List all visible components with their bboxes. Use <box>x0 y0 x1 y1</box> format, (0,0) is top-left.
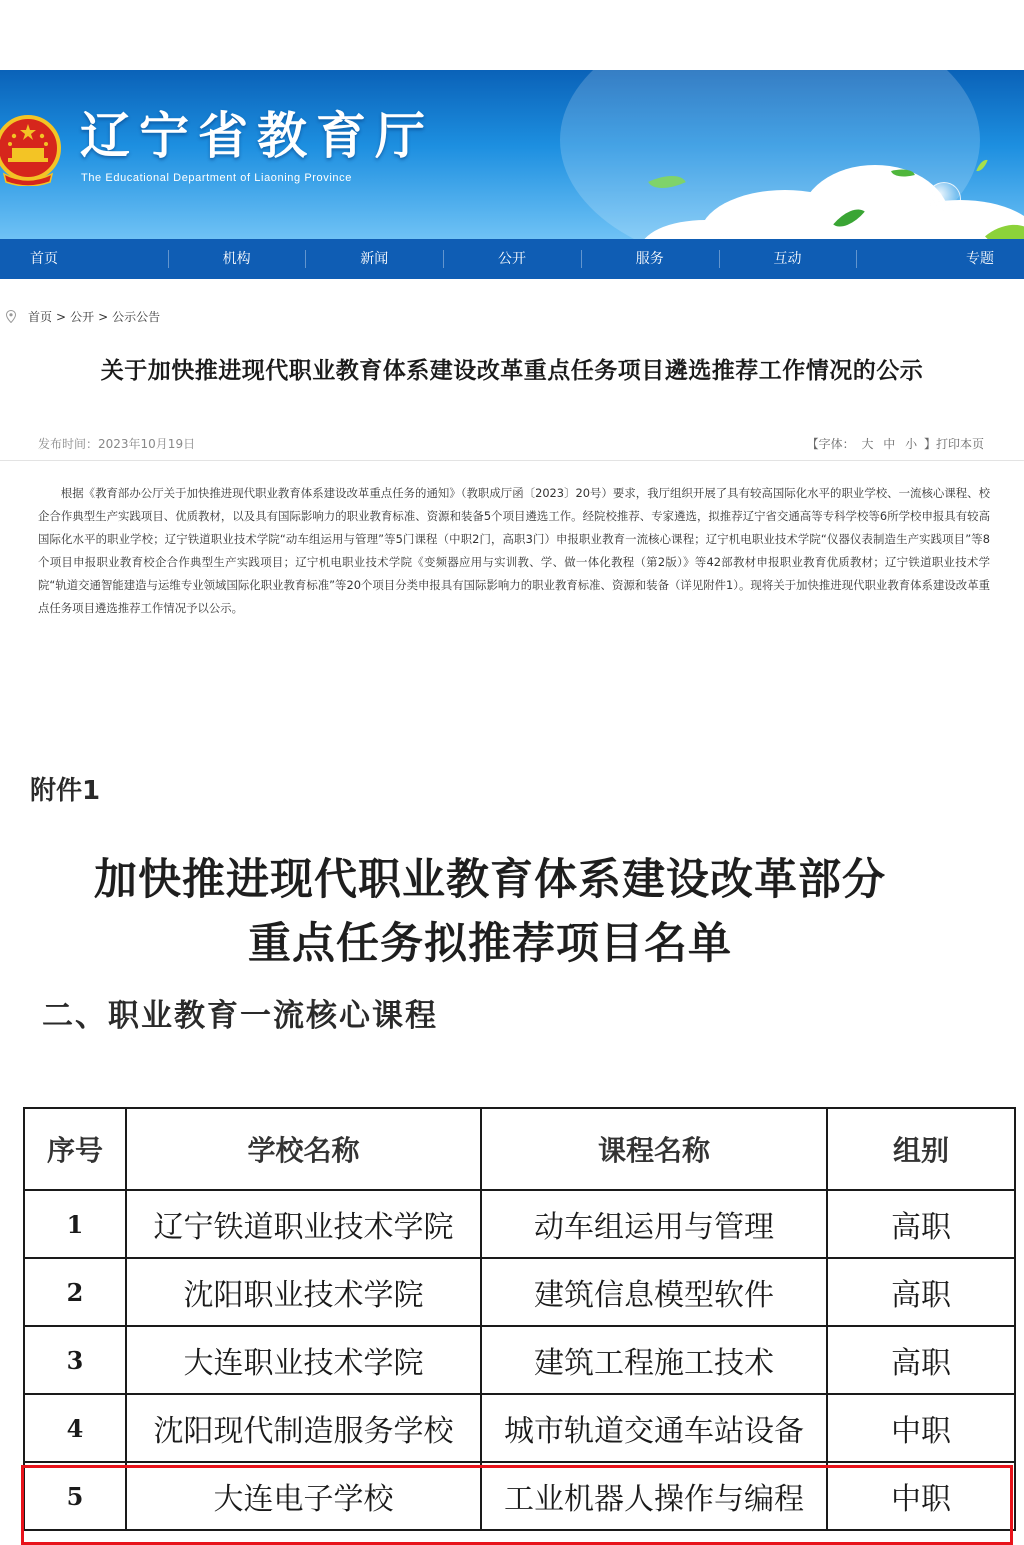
article-title: 关于加快推进现代职业教育体系建设改革重点任务项目遴选推荐工作情况的公示 <box>100 358 924 384</box>
publish-time: 发布时间：2023年10月19日 <box>38 437 196 451</box>
font-small-button[interactable]: 小 <box>905 437 918 451</box>
header-course: 课程名称 <box>481 1108 827 1190</box>
row-course: 城市轨道交通车站设备 <box>481 1394 827 1462</box>
row-no: 1 <box>24 1190 126 1258</box>
header-no: 序号 <box>24 1108 126 1190</box>
divider <box>0 460 1024 461</box>
row-course: 建筑工程施工技术 <box>481 1326 827 1394</box>
article-body: 根据《教育部办公厅关于加快推进现代职业教育体系建设改革重点任务的通知》（教职成厅函〔2023〕20号）要求，我厅组织开展了具有较高国际化水平的职业学校、一流核心课程、校企合作典型生产实践项目、优质教材，以及具有国际影响力的职业教育标准、资源和装备5个项目遴选工作。经院校推荐、专家遴选，拟推荐辽宁省交通高等专科学校等6所学校申报具有较高国际化水平的职业学校；辽宁铁道职业技术学院“动车组运用与管理”等5门课程（中职2门，高职3门）申报职业教育一流核心课程；辽宁机电职业技术学院“仪器仪表制造生产实践项目”等8个项目申报职业教育校企合作典型生产实践项目；辽宁机电职业技术学院《变频器应用与实训教、学、做一体化教程（第2版）》等42部教材申报职业教育优质教材；辽宁铁道职业技术学院“轨道交通智能建造与运维专业领域国际化职业教育标准”等20个项目分类申报具有国际影响力的职业教育标准、资源和装备（详见附件1）。现将关于加快推进现代职业教育体系建设改革重点任务项目遴选推荐工作情况予以公示。 <box>38 486 990 615</box>
location-pin-icon <box>6 310 16 323</box>
table-row <box>24 1190 1015 1258</box>
nav-home[interactable]: 首页 <box>30 251 58 267</box>
section-heading: 二、职业教育一流核心课程 <box>42 998 438 1034</box>
print-page-button[interactable]: 】打印本页 <box>923 437 984 451</box>
national-emblem-icon <box>0 114 62 186</box>
table-row <box>24 1258 1015 1326</box>
row-school: 沈阳现代制造服务学校 <box>126 1394 481 1462</box>
nav-news[interactable]: 新闻 <box>305 239 443 279</box>
row-course: 工业机器人操作与编程 <box>481 1462 827 1530</box>
site-banner <box>0 70 1024 239</box>
breadcrumb-announcements[interactable]: 公示公告 <box>112 310 161 324</box>
row-no: 5 <box>24 1462 126 1530</box>
breadcrumb <box>6 308 160 325</box>
breadcrumb-home[interactable]: 首页 <box>28 310 53 324</box>
bubble-decoration-icon <box>927 182 961 216</box>
row-no: 4 <box>24 1394 126 1462</box>
row-group: 中职 <box>827 1462 1015 1530</box>
breadcrumb-separator: > <box>56 309 67 324</box>
row-course: 动车组运用与管理 <box>481 1190 827 1258</box>
row-group: 高职 <box>827 1326 1015 1394</box>
table-row <box>24 1394 1015 1462</box>
row-school: 大连职业技术学院 <box>126 1326 481 1394</box>
attachment-title-line1: 加快推进现代职业教育体系建设改革部分 <box>94 855 886 905</box>
row-no: 3 <box>24 1326 126 1394</box>
nav-public[interactable]: 公开 <box>443 239 581 279</box>
font-label: 【字体： <box>806 437 855 451</box>
nav-interaction[interactable]: 互动 <box>719 239 857 279</box>
row-school: 大连电子学校 <box>126 1462 481 1530</box>
header-school: 学校名称 <box>126 1108 481 1190</box>
nav-services[interactable]: 服务 <box>581 239 719 279</box>
row-group: 高职 <box>827 1258 1015 1326</box>
font-large-button[interactable]: 大 <box>861 437 874 451</box>
header-group: 组别 <box>827 1108 1015 1190</box>
site-title: 辽宁省教育厅 <box>80 107 434 165</box>
breadcrumb-separator: > <box>98 309 109 324</box>
row-group: 高职 <box>827 1190 1015 1258</box>
row-no: 2 <box>24 1258 126 1326</box>
main-nav <box>0 239 1024 279</box>
attachment-title <box>0 848 980 976</box>
attachment-label: 附件1 <box>30 776 101 806</box>
article-meta <box>38 435 984 452</box>
row-group: 中职 <box>827 1394 1015 1462</box>
leaf-decoration-icon <box>976 158 987 174</box>
font-medium-button[interactable]: 中 <box>883 437 896 451</box>
attachment-title-line2: 重点任务拟推荐项目名单 <box>248 919 732 969</box>
row-school: 沈阳职业技术学院 <box>126 1258 481 1326</box>
table-row <box>24 1326 1015 1394</box>
site-subtitle: The Educational Department of Liaoning Province <box>81 172 352 184</box>
row-course: 建筑信息模型软件 <box>481 1258 827 1326</box>
table-header-row <box>24 1108 1015 1190</box>
breadcrumb-public[interactable]: 公开 <box>70 310 95 324</box>
highlight-box <box>21 1465 1013 1545</box>
nav-topics[interactable]: 专题 <box>856 239 1024 279</box>
row-school: 辽宁铁道职业技术学院 <box>126 1190 481 1258</box>
font-size-controls <box>807 435 984 452</box>
nav-organization[interactable]: 机构 <box>168 239 306 279</box>
